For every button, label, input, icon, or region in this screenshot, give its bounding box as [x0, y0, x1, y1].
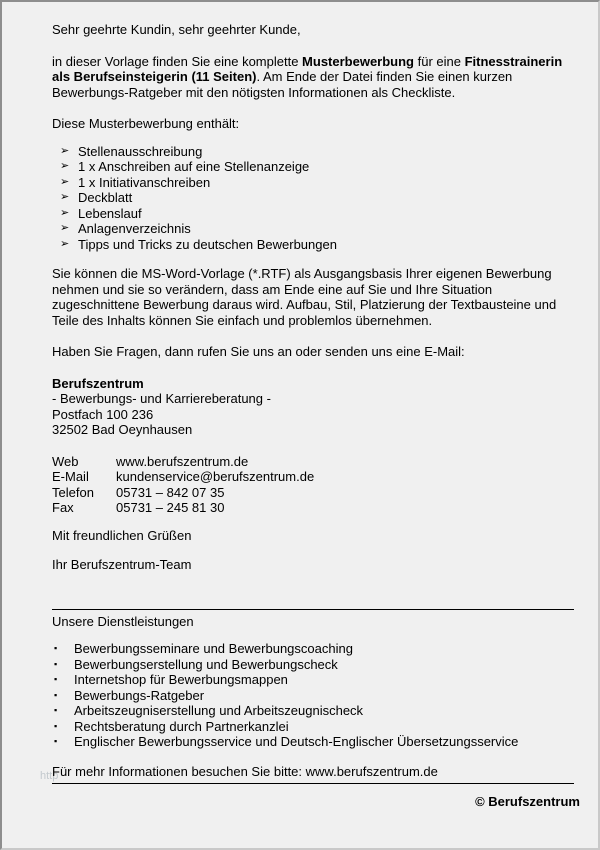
company-city: 32502 Bad Oeynhausen	[52, 422, 193, 437]
list-item	[52, 237, 580, 253]
list-item-label: Tipps und Tricks zu deutschen Bewerbungen	[78, 236, 337, 252]
list-item	[52, 144, 580, 160]
contact-row-phone	[52, 485, 580, 501]
list-item-label: Internetshop für Bewerbungsmappen	[74, 672, 288, 687]
list-item	[52, 175, 580, 191]
services-list	[52, 641, 580, 750]
list-item	[52, 734, 580, 750]
email-address: kundenservice@berufszentrum.de	[116, 469, 315, 484]
square-bullet-icon: ▪	[54, 658, 58, 669]
list-item	[52, 190, 580, 206]
contact-label: Fax	[52, 500, 74, 515]
square-bullet-icon: ▪	[54, 689, 58, 700]
usage-paragraph: Sie können die MS-Word-Vorlage (*.RTF) als Ausgangsbasis Ihrer eigenen Bewerbung nehmen und sie so verändern, dass am Ende eine auf Sie und Ihre Situation zugeschnittene Bewerbung daraus wird. Aufbau, Stil, Platzierung der Textbausteine und Teile des Inhalts können Sie einfach und problemlos übernehmen.	[52, 266, 557, 328]
list-item-label: Stellenausschreibung	[78, 143, 203, 159]
list-item-label: Bewerbungserstellung und Bewerbungscheck	[74, 656, 338, 672]
arrow-bullet-icon: ➢	[60, 191, 70, 203]
list-item	[52, 703, 580, 719]
questions-paragraph: Haben Sie Fragen, dann rufen Sie uns an oder senden uns eine E-Mail:	[52, 344, 465, 359]
contents-intro: Diese Musterbewerbung enthält:	[52, 116, 240, 131]
list-item	[52, 657, 580, 673]
company-pobox: Postfach 100 236	[52, 406, 154, 422]
list-item-label: Bewerbungs-Ratgeber	[74, 687, 205, 703]
arrow-bullet-icon: ➢	[60, 206, 70, 219]
intro-bold-musterbewerbung: Musterbewerbung	[302, 53, 415, 69]
list-item	[52, 206, 580, 222]
company-tagline: - Bewerbungs- und Karriereberatung -	[52, 391, 271, 406]
greeting: Sehr geehrte Kundin, sehr geehrter Kunde,	[52, 22, 301, 37]
contact-block	[52, 454, 580, 516]
contact-row-web	[52, 454, 580, 470]
list-item-label: Rechtsberatung durch Partnerkanzlei	[74, 718, 289, 734]
square-bullet-icon: ▪	[54, 705, 58, 715]
list-item	[52, 719, 580, 735]
list-item-label: 1 x Initiativanschreiben	[78, 174, 211, 190]
arrow-bullet-icon: ➢	[60, 144, 70, 157]
intro-text-2: für eine	[414, 53, 465, 69]
website-url: www.berufszentrum.de	[116, 453, 249, 469]
contact-label: Web	[52, 453, 79, 469]
contents-list	[52, 144, 580, 253]
services-heading: Unsere Dienstleistungen	[52, 609, 574, 630]
company-name: Berufszentrum	[52, 375, 144, 391]
list-item	[52, 641, 580, 657]
square-bullet-icon: ▪	[54, 643, 58, 653]
intro-paragraph	[52, 54, 568, 101]
intro-bold-job-title: Fitnesstrainerin als Berufseinsteigerin (11 Seiten)	[52, 53, 563, 84]
closing-regards: Mit freundlichen Grüßen	[52, 527, 192, 543]
square-bullet-icon: ▪	[54, 674, 58, 684]
list-item	[52, 672, 580, 688]
contact-label: Telefon	[52, 484, 94, 500]
list-item	[52, 221, 580, 237]
document-body	[2, 2, 580, 810]
square-bullet-icon: ▪	[54, 720, 58, 731]
phone-number: 05731 – 842 07 35	[116, 484, 225, 500]
list-item-label: Arbeitszeugniserstellung und Arbeitszeugnischeck	[74, 703, 364, 718]
fax-number: 05731 – 245 81 30	[116, 500, 225, 515]
closing-team: Ihr Berufszentrum-Team	[52, 557, 192, 572]
list-item-label: Bewerbungsseminare und Bewerbungscoaching	[74, 641, 353, 656]
services-section	[52, 609, 580, 750]
company-address-block	[52, 376, 580, 438]
list-item-label: 1 x Anschreiben auf eine Stellenanzeige	[78, 159, 310, 174]
contact-label: E-Mail	[52, 469, 89, 484]
arrow-bullet-icon: ➢	[60, 160, 70, 172]
square-bullet-icon: ▪	[54, 736, 58, 746]
hyperlink-artifact-text: http	[40, 769, 59, 782]
list-item-label: Deckblatt	[78, 190, 133, 205]
footer-info-text: Für mehr Informationen besuchen Sie bitte: www.berufszentrum.de	[52, 763, 438, 779]
list-item-label: Englischer Bewerbungsservice und Deutsch-Englischer Übersetzungsservice	[74, 734, 519, 749]
footer-info-line	[40, 763, 574, 785]
list-item-label: Lebenslauf	[78, 205, 142, 221]
list-item-label: Anlagenverzeichnis	[78, 221, 191, 236]
contact-row-email	[52, 469, 580, 485]
copyright-notice: © Berufszentrum	[475, 794, 580, 809]
list-item	[52, 688, 580, 704]
contact-row-fax	[52, 500, 580, 516]
arrow-bullet-icon: ➢	[60, 222, 70, 234]
arrow-bullet-icon: ➢	[60, 237, 70, 250]
intro-text-1: in dieser Vorlage finden Sie eine komplette	[52, 53, 303, 69]
intro-text-3: . Am Ende der Datei finden Sie einen kurzen Bewerbungs-Ratgeber mit den nötigsten Informationen als Checkliste.	[52, 69, 513, 100]
arrow-bullet-icon: ➢	[60, 175, 70, 188]
list-item	[52, 159, 580, 175]
